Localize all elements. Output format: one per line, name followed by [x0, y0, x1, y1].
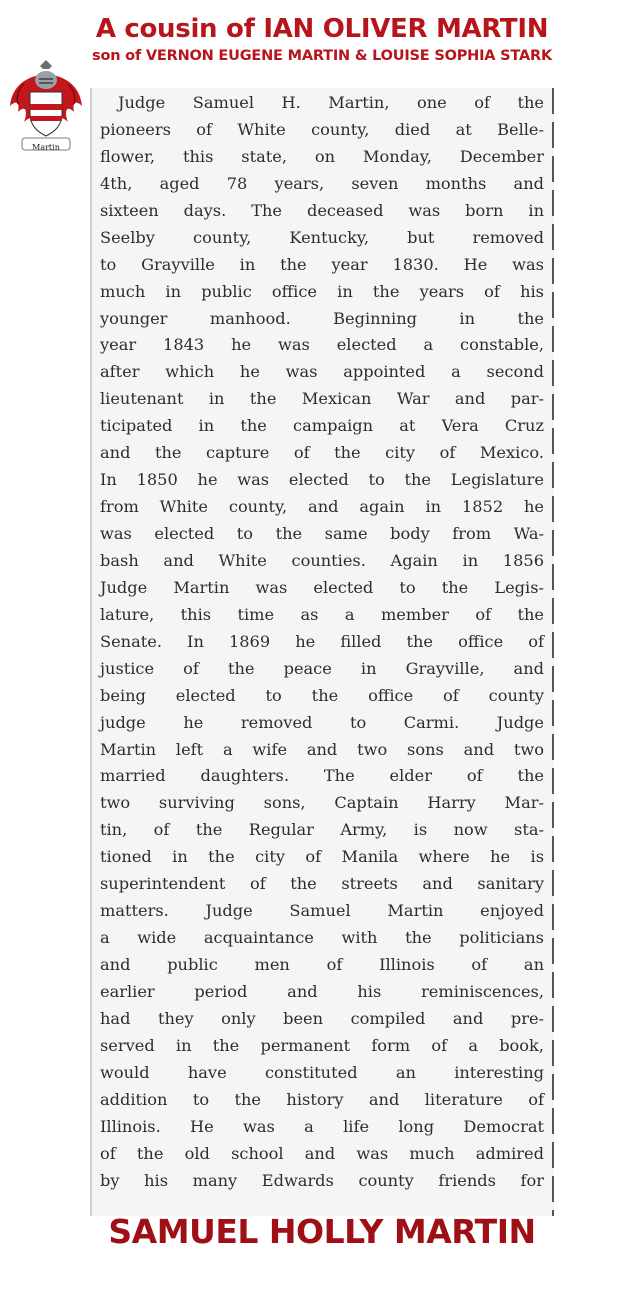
article-line: two surviving sons, Captain Harry Mar- — [100, 793, 544, 813]
article-line: justice of the peace in Grayville, and — [100, 658, 544, 678]
article-line: earlier period and his reminiscences, — [100, 981, 544, 1001]
crest-label: Martin — [32, 143, 60, 152]
article-line: younger manhood. Beginning in the — [100, 308, 544, 328]
article-line: addition to the history and literature of — [100, 1089, 544, 1109]
article-line: Illinois. He was a life long Democrat — [100, 1116, 544, 1136]
article-line: married daughters. The elder of the — [100, 766, 544, 786]
article-line: flower, this state, on Monday, December — [100, 146, 544, 166]
article-line: sixteen days. The deceased was born in — [100, 200, 544, 220]
page-title: A cousin of IAN OLIVER MARTIN — [95, 14, 549, 44]
article-line: lieutenant in the Mexican War and par- — [100, 389, 544, 409]
article-line: lature, this time as a member of the — [100, 604, 544, 624]
article-line: Seelby county, Kentucky, but removed — [100, 227, 544, 247]
obituary-text — [100, 90, 544, 1194]
article-line: 4th, aged 78 years, seven months and — [100, 173, 544, 193]
article-line: superintendent of the streets and sanitary — [100, 874, 544, 894]
article-line: judge he removed to Carmi. Judge — [100, 712, 544, 732]
article-line: and the capture of the city of Mexico. — [100, 443, 544, 463]
article-line: tin, of the Regular Army, is now sta- — [100, 820, 544, 840]
article-line: was elected to the same body from Wa- — [100, 524, 544, 543]
article-line: had they only been compiled and pre- — [100, 1008, 544, 1028]
article-line: Judge Samuel H. Martin, one of the — [118, 93, 544, 112]
article-line: from White county, and again in 1852 he — [100, 497, 544, 517]
page-subtitle: son of VERNON EUGENE MARTIN & LOUISE SOPHIA STARK — [92, 48, 552, 64]
article-line: after which he was appointed a second — [100, 362, 544, 382]
article-line: to Grayville in the year 1830. He was — [100, 254, 544, 274]
article-line: served in the permanent form of a book, — [100, 1035, 544, 1055]
article-line: by his many Edwards county friends for — [100, 1170, 544, 1190]
article-line: pioneers of White county, died at Belle- — [100, 119, 544, 139]
article-line: would have constituted an interesting — [100, 1062, 544, 1082]
article-line: much in public office in the years of his — [100, 281, 544, 301]
newspaper-clipping — [90, 88, 554, 1216]
article-line: ticipated in the campaign at Vera Cruz — [100, 416, 544, 436]
article-line: a wide acquaintance with the politicians — [100, 928, 544, 948]
article-line: of the old school and was much admired — [100, 1143, 544, 1163]
article-line: Senate. In 1869 he filled the office of — [100, 631, 544, 651]
article-line: tioned in the city of Manila where he is — [100, 847, 544, 867]
article-line: and public men of Illinois of an — [100, 955, 544, 974]
article-line: matters. Judge Samuel Martin enjoyed — [100, 901, 544, 921]
article-line: Judge Martin was elected to the Legis- — [100, 577, 544, 597]
family-crest-icon — [6, 60, 86, 155]
article-line: year 1843 he was elected a constable, — [100, 335, 544, 355]
article-line: Martin left a wife and two sons and two — [100, 739, 544, 759]
article-line: being elected to the office of county — [100, 685, 544, 705]
column-rule — [552, 88, 554, 1216]
subject-name: SAMUEL HOLLY MARTIN — [108, 1212, 536, 1251]
article-line: bash and White counties. Again in 1856 — [100, 550, 544, 570]
article-line: In 1850 he was elected to the Legislature — [100, 470, 544, 490]
